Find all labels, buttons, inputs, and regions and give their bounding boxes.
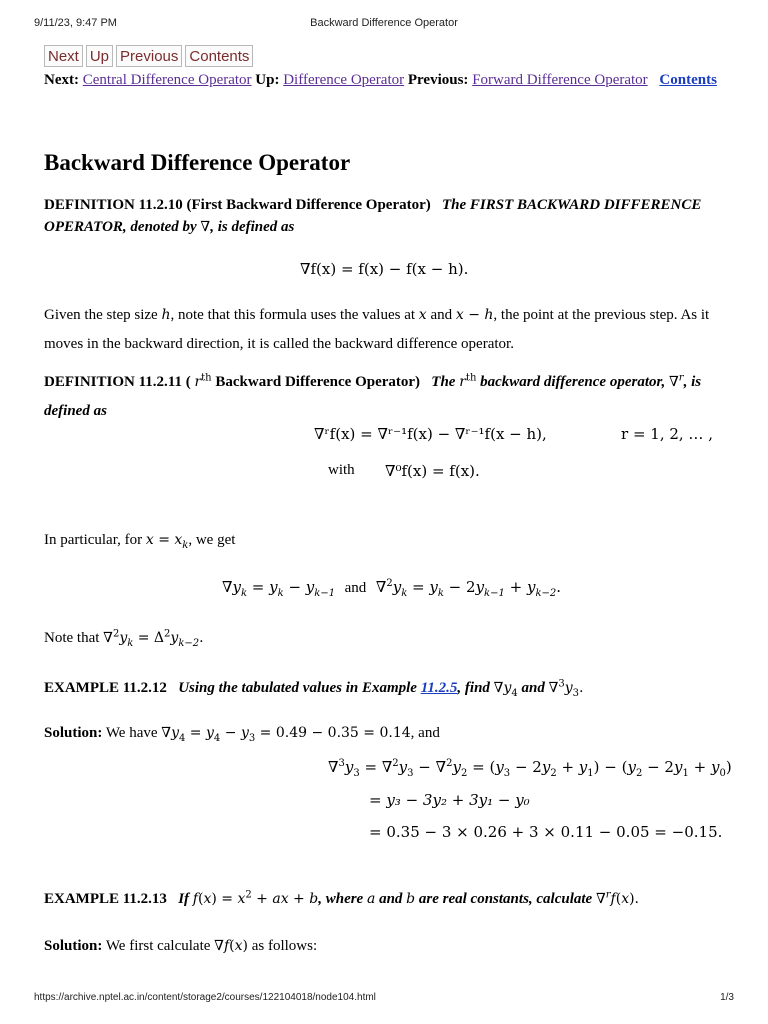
example-text-b: , find: [457, 680, 490, 696]
para1-e: moves in the backward direction, it is called the backward difference operator.: [44, 336, 514, 352]
example-text-a: Using the tabulated values in Example: [178, 680, 417, 696]
equation-and: and: [344, 580, 367, 596]
equation-rth-backward: ∇ʳf(x) = ∇ʳ⁻¹f(x) − ∇ʳ⁻¹f(x − h),: [314, 425, 547, 443]
example-11-2-13: [44, 885, 724, 914]
para2-a: In particular, for: [44, 532, 143, 548]
definition-text-c: , is defined as: [210, 219, 295, 235]
nabla-symbol: ∇: [200, 219, 211, 235]
next-button[interactable]: Next: [44, 45, 83, 67]
para1-b: , note that this formula uses the values at: [170, 307, 416, 323]
print-footer: [34, 992, 734, 1006]
page-title: Backward Difference Operator: [44, 150, 351, 175]
math-r-th: $r^{th}$: [194, 372, 212, 390]
print-page-number: 1/3: [720, 992, 734, 1003]
definition-text-c: , is: [683, 374, 702, 390]
solution2-label: Solution:: [44, 938, 103, 954]
example-text-c: and: [521, 680, 545, 696]
previous-button[interactable]: Previous: [116, 45, 182, 67]
math-b: b: [406, 891, 416, 907]
math-r-th-2: $r^{th}$: [459, 372, 477, 390]
contents-button[interactable]: Contents: [185, 45, 253, 67]
para1-a: Given the step size: [44, 307, 158, 323]
equation-r-range: r = 1, 2, … ,: [621, 425, 713, 443]
nav-button-bar: [44, 45, 253, 67]
solution2-a: We first calculate: [105, 938, 211, 954]
definition-text-a: The FIRST BACKWARD DIFFERENCE OPERATOR,: [44, 197, 702, 235]
math-x-eq-xk: $x = x_k$: [145, 532, 189, 551]
math-nabla3-y3: $\nabla^3y_3$.: [548, 678, 584, 699]
paragraph-in-particular: [44, 526, 724, 555]
print-header: [34, 17, 734, 31]
definition-11-2-11: [44, 368, 724, 426]
paragraph-step-size: [44, 301, 724, 359]
math-a: a: [366, 891, 376, 907]
contents-link[interactable]: Contents: [659, 72, 717, 88]
equation-with-label: with: [328, 462, 355, 478]
example2-text-a: If: [178, 891, 190, 907]
equation-solution-line3: = 0.35 − 3 × 0.26 + 3 × 0.11 − 0.05 = −0.15.: [369, 823, 723, 841]
example2-label: EXAMPLE 11.2.13: [44, 891, 167, 907]
solution2-b: as follows:: [251, 938, 318, 954]
solution-a: We have: [105, 725, 158, 741]
example2-text-b: , where: [318, 891, 364, 907]
math-solution-nabla-y4: $\nabla y_4 = y_4 - y_3 = 0.49 - 0.35 = 0.14$: [161, 725, 411, 744]
definition-label-a: DEFINITION 11.2.11 (: [44, 374, 191, 390]
print-url: https://archive.nptel.ac.in/content/storage2/courses/122104018/node104.html: [34, 992, 376, 1003]
math-nabla-y4: $\nabla y_4$: [493, 680, 518, 699]
equation-particular: $\nabla y_k = y_k - y_{k-1}$ and $\nabla^2y_k = y_k - 2y_{k-1} + y_{k-2}$.: [222, 578, 562, 599]
print-datetime: 9/11/23, 9:47 PM: [34, 17, 117, 29]
equation-solution-line2: = y₃ − 3y₂ + 3y₁ − y₀: [369, 791, 530, 809]
math-nabla-fx: ∇f(x): [214, 938, 248, 954]
example-label: EXAMPLE 11.2.12: [44, 680, 167, 696]
equation-initial: ∇⁰f(x) = f(x).: [385, 462, 480, 480]
up-button[interactable]: Up: [86, 45, 113, 67]
example-11-2-12: [44, 674, 724, 703]
definition-text-b: backward difference operator,: [480, 374, 666, 390]
equation-solution-line1: $\nabla^3y_3 = \nabla^2y_3 - \nabla^2y_2 = (y_3 - 2y_2 + y_1) - (y_2 - 2y_1 + y_0)$: [328, 758, 732, 779]
math-x-minus-h: x − h: [455, 307, 494, 323]
math-nabla-r-fx: ∇$^r$f(x).: [595, 889, 640, 907]
next-label: Next:: [44, 72, 79, 88]
nabla-r-symbol: ∇$^r$: [669, 372, 684, 390]
math-fx-def: $f(x) = x^2$ + ax + b: [192, 889, 319, 907]
equation-first-backward: ∇f(x) = f(x) − f(x − h).: [300, 260, 469, 278]
solution-b: , and: [410, 725, 440, 741]
para1-c: and: [430, 307, 453, 323]
previous-link[interactable]: Forward Difference Operator: [472, 72, 648, 88]
definition-label: DEFINITION 11.2.10 (First Backward Difference Operator): [44, 197, 431, 213]
solution-2: [44, 932, 724, 961]
nav-links: [44, 72, 717, 89]
math-h: h: [161, 307, 171, 323]
definition-text-b: denoted by: [130, 219, 197, 235]
para2-b: , we get: [188, 532, 236, 548]
definition-label-b: Backward Difference Operator): [215, 374, 421, 390]
next-link[interactable]: Central Difference Operator: [82, 72, 252, 88]
print-title: Backward Difference Operator: [310, 17, 458, 29]
example-link[interactable]: 11.2.5: [420, 680, 458, 696]
definition-11-2-10: [44, 194, 724, 238]
note-a: Note that: [44, 630, 100, 646]
previous-label: Previous:: [407, 72, 469, 88]
paragraph-note: [44, 624, 724, 653]
para1-d: , the point at the previous step. As it: [493, 307, 710, 323]
example2-text-d: are real constants, calculate: [418, 891, 593, 907]
example2-text-c: and: [379, 891, 403, 907]
up-label: Up:: [255, 72, 280, 88]
math-note: $\nabla^2y_k = \Delta^2y_{k-2}$.: [103, 628, 204, 649]
definition-text-d: defined as: [44, 403, 107, 419]
up-link[interactable]: Difference Operator: [283, 72, 405, 88]
solution-1: [44, 719, 724, 748]
definition-text-a: The: [431, 374, 456, 390]
solution-label: Solution:: [44, 725, 103, 741]
math-x: x: [418, 307, 427, 323]
